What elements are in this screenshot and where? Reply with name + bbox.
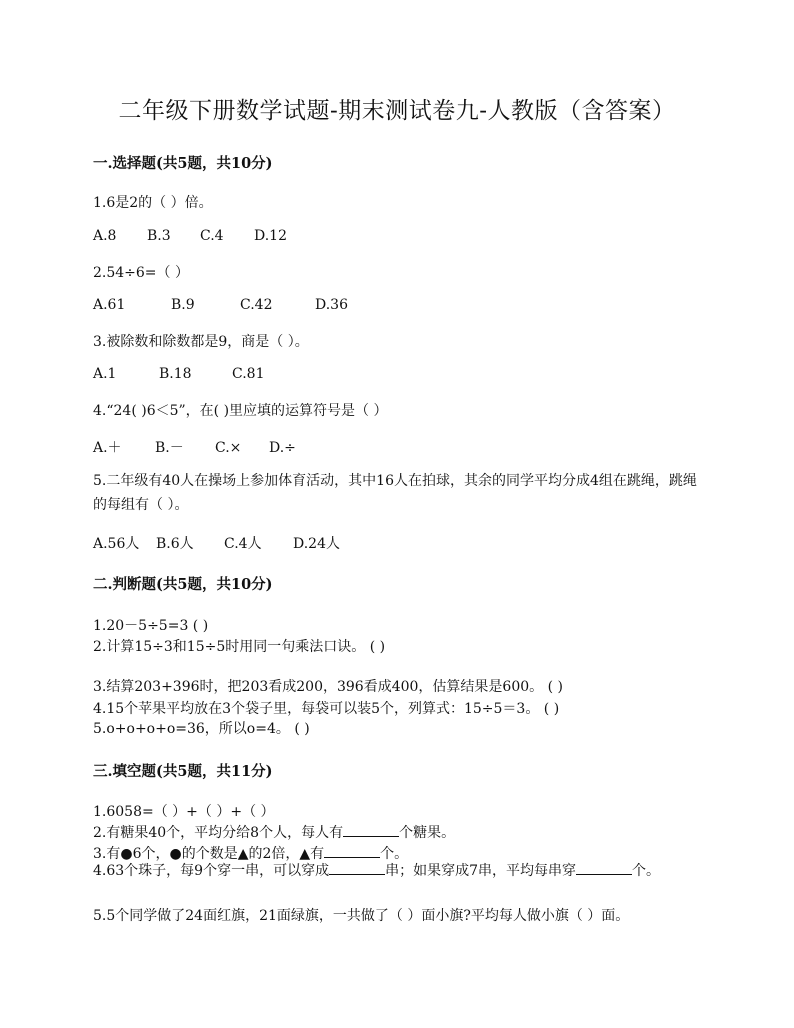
options-1-4 xyxy=(93,437,296,457)
option-d: D.36 xyxy=(315,297,348,313)
judgement-item: 5.o+o+o+o=36，所以o=4。 ( ) xyxy=(93,721,310,737)
question-1-4: 4.“24( )6＜5”，在( )里应填的运算符号是（ ） xyxy=(93,403,388,419)
options-1-5 xyxy=(93,533,340,553)
fill-item: 2.有糖果40个，平均分给8个人，每人有 个糖果。 xyxy=(93,825,456,841)
option-a: A.1 xyxy=(93,366,117,382)
options-1-3 xyxy=(93,366,264,382)
question-1-5: 5.二年级有40人在操场上参加体育活动，其中16人在拍球，其余的同学平均分成4组在跳绳，跳绳的每组有（ ）。 xyxy=(93,473,697,513)
option-a: A.56人 xyxy=(93,536,140,552)
judgement-item: 4.15个苹果平均放在3个袋子里，每袋可以装5个，列算式：15÷5＝3。 ( ) xyxy=(93,701,560,717)
fill-item: 5.5个同学做了24面红旗，21面绿旗，一共做了（ ）面小旗?平均每人做小旗（ ）面。 xyxy=(93,908,630,924)
option-b: B.3 xyxy=(147,228,171,244)
option-d: D.12 xyxy=(254,228,287,244)
option-c: C.42 xyxy=(240,297,273,313)
option-c: C.81 xyxy=(232,366,265,382)
section-heading-choice: 一.选择题(共5题，共10分) xyxy=(93,155,273,172)
fill-item: 1.6058=（ ）+（ ）+（ ） xyxy=(93,804,275,820)
fill-item: 4.63个珠子，每9个穿一串，可以穿成 串；如果穿成7串，平均每串穿 个。 xyxy=(93,863,661,879)
option-b: B.6人 xyxy=(156,536,194,552)
question-1-1: 1.6是2的（ ）倍。 xyxy=(93,195,213,211)
judgement-item: 3.结算203+396时，把203看成200，396看成400，估算结果是600。 ( ) xyxy=(93,679,563,695)
judgement-item: 2.计算15÷3和15÷5时用同一句乘法口诀。 ( ) xyxy=(93,639,386,655)
option-d: D.÷ xyxy=(269,440,296,456)
document-title: 二年级下册数学试题-期末测试卷九-人教版（含答案） xyxy=(118,98,676,124)
fill-item: 3.有●6个，●的个数是▲的2倍，▲有 个。 xyxy=(93,846,409,862)
option-a: A.8 xyxy=(93,228,117,244)
question-1-3: 3.被除数和除数都是9，商是（ ）。 xyxy=(93,334,309,350)
option-b: B.18 xyxy=(159,366,192,382)
section-heading-fill: 三.填空题(共5题，共11分) xyxy=(93,763,273,780)
judgement-item: 1.20－5÷5=3 ( ) xyxy=(93,618,209,634)
answer-blank xyxy=(324,845,380,858)
options-1-2 xyxy=(93,297,348,313)
option-a: A.＋ xyxy=(93,440,122,456)
option-c: C.× xyxy=(215,440,242,456)
option-d: D.24人 xyxy=(293,536,340,552)
options-1-1 xyxy=(93,228,287,244)
option-b: B.9 xyxy=(171,297,195,313)
option-c: C.4人 xyxy=(224,536,262,552)
option-c: C.4 xyxy=(200,228,224,244)
option-a: A.61 xyxy=(93,297,126,313)
question-1-2: 2.54÷6=（ ） xyxy=(93,265,189,281)
option-b: B.－ xyxy=(155,440,184,456)
answer-blank xyxy=(576,862,632,875)
answer-blank xyxy=(343,824,399,837)
answer-blank xyxy=(329,862,385,875)
section-heading-judgement: 二.判断题(共5题，共10分) xyxy=(93,576,273,593)
